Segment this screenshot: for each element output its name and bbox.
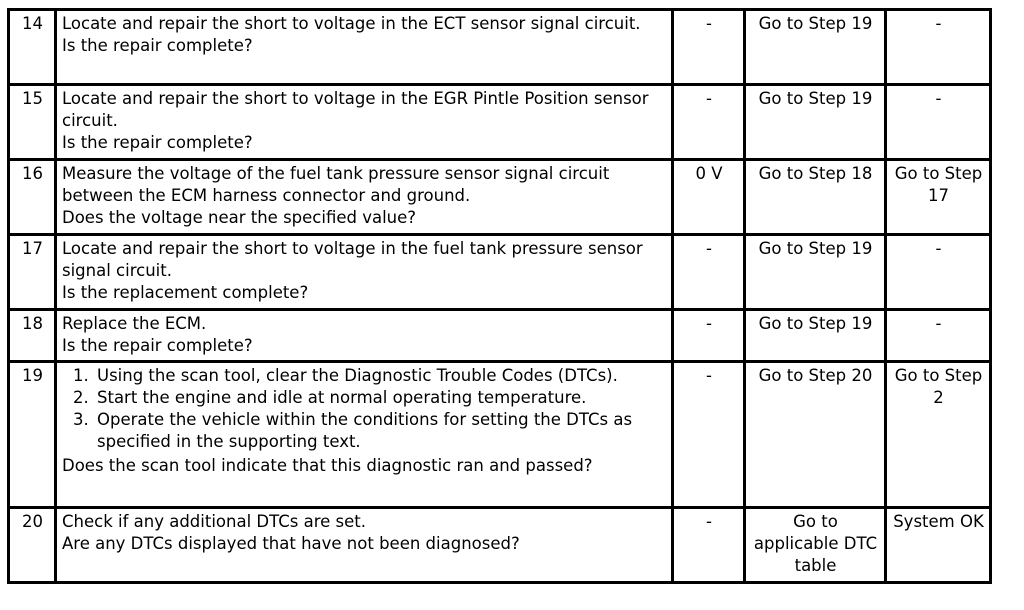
table-row (9, 508, 991, 583)
action-text: Locate and repair the short to voltage in the ECT sensor signal circuit. (62, 14, 641, 33)
substep-list (62, 365, 667, 453)
table-row (9, 310, 991, 362)
no-cell: - (886, 85, 991, 160)
action-cell (56, 508, 673, 583)
step-number: 19 (9, 362, 56, 508)
action-text: Check if any additional DTCs are set. (62, 512, 366, 531)
value-cell: - (673, 85, 745, 160)
step-number: 17 (9, 235, 56, 310)
question-text: Is the repair complete? (62, 36, 253, 55)
step-number: 14 (9, 10, 56, 85)
action-cell (56, 85, 673, 160)
action-text: Locate and repair the short to voltage in the fuel tank pressure sensor signal circuit. (62, 239, 643, 280)
yes-cell: Go to Step 20 (745, 362, 886, 508)
substep-item: 3. Operate the vehicle within the conditions for setting the DTCs as specified in the supporting text. (94, 409, 667, 453)
table-row (9, 85, 991, 160)
action-text: Measure the voltage of the fuel tank pressure sensor signal circuit between the ECM harness connector and ground. (62, 164, 610, 205)
value-cell: - (673, 235, 745, 310)
value-cell: - (673, 10, 745, 85)
table-row (9, 362, 991, 508)
diagnostic-table (7, 8, 992, 584)
question-text: Is the repair complete? (62, 336, 253, 355)
question-text: Does the scan tool indicate that this diagnostic ran and passed? (62, 456, 593, 475)
action-text: Replace the ECM. (62, 314, 207, 333)
action-cell (56, 235, 673, 310)
action-cell (56, 10, 673, 85)
question-text: Is the repair complete? (62, 133, 253, 152)
yes-cell: Go to Step 19 (745, 235, 886, 310)
question-text: Is the replacement complete? (62, 283, 309, 302)
no-cell: Go to Step 17 (886, 160, 991, 235)
step-number: 15 (9, 85, 56, 160)
yes-cell: Go to Step 18 (745, 160, 886, 235)
action-text: Locate and repair the short to voltage in the EGR Pintle Position sensor circuit. (62, 89, 649, 130)
question-text: Are any DTCs displayed that have not been diagnosed? (62, 534, 520, 553)
no-cell: - (886, 235, 991, 310)
table-row (9, 160, 991, 235)
no-cell: Go to Step 2 (886, 362, 991, 508)
action-cell (56, 160, 673, 235)
no-cell: - (886, 10, 991, 85)
substep-item: 2. Start the engine and idle at normal operating temperature. (94, 387, 667, 409)
step-number: 20 (9, 508, 56, 583)
step-number: 18 (9, 310, 56, 362)
step-number: 16 (9, 160, 56, 235)
action-cell (56, 362, 673, 508)
yes-cell: Go to applicable DTC table (745, 508, 886, 583)
value-cell: - (673, 508, 745, 583)
yes-cell: Go to Step 19 (745, 85, 886, 160)
question-text: Does the voltage near the specified value? (62, 208, 417, 227)
value-cell: 0 V (673, 160, 745, 235)
yes-cell: Go to Step 19 (745, 10, 886, 85)
table-row (9, 10, 991, 85)
no-cell: System OK (886, 508, 991, 583)
action-cell (56, 310, 673, 362)
value-cell: - (673, 310, 745, 362)
value-cell: - (673, 362, 745, 508)
no-cell: - (886, 310, 991, 362)
substep-item: 1. Using the scan tool, clear the Diagnostic Trouble Codes (DTCs). (94, 365, 667, 387)
yes-cell: Go to Step 19 (745, 310, 886, 362)
table-row (9, 235, 991, 310)
